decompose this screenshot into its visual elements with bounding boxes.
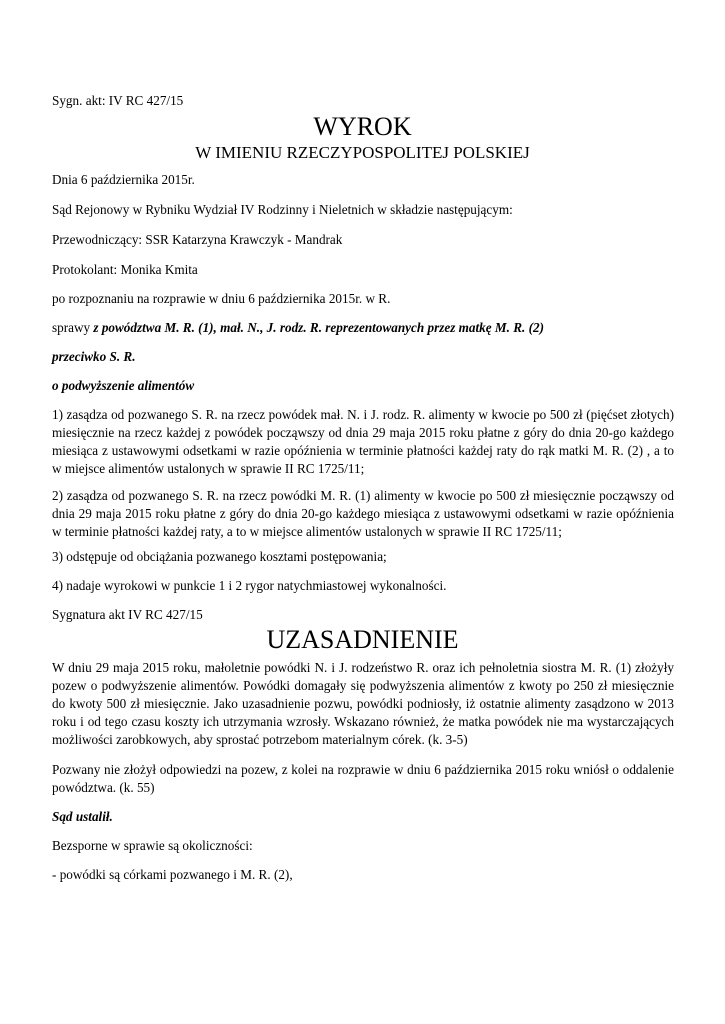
case-number: Sygn. akt: IV RC 427/15 [52, 93, 184, 108]
verdict-title: WYROK [313, 112, 412, 141]
justification-title: UZASADNIENIE [266, 625, 459, 654]
case-parties [52, 319, 674, 337]
case-plaintiffs: z powództwa M. R. (1), mał. N., J. rodz. R. reprezentowanych przez matkę M. R. (2) [93, 320, 544, 335]
case-defendant: przeciwko S. R. [52, 349, 136, 364]
undisputed-intro: Bezsporne w sprawie są okoliczności: [52, 838, 253, 853]
case-prefix: sprawy [52, 320, 94, 335]
hearing-info: po rozpoznaniu na rozprawie w dniu 6 października 2015r. w R. [52, 291, 391, 306]
justification-paragraph-1: W dniu 29 maja 2015 roku, małoletnie powódki N. i J. rodzeństwo R. oraz ich pełnoletnia siostra M. R. (1) złożyły pozew o podwyższenie alimentów. Powódki domagały się podwyższenia alimentów z kwoty po 250 zł miesięcznie do kwoty 500 zł miesięcznie. Jako uzasadnienie pozwu, powódki podniosły, iż ostatnie alimenty zasądzono w 2013 roku i od tego czasu koszty ich utrzymania wzrosły. Wskazano również, że matka powódek nie ma wystarczających możliwości zarobkowych, aby sprostać potrzebom materialnym córek. (k. 3-5) [52, 660, 674, 747]
verdict-date: Dnia 6 października 2015r. [52, 172, 195, 187]
court-composition: Sąd Rejonowy w Rybniku Wydział IV Rodzinny i Nieletnich w składzie następującym: [52, 202, 513, 217]
court-clerk: Protokolant: Monika Kmita [52, 262, 198, 277]
justification-signature: Sygnatura akt IV RC 427/15 [52, 607, 203, 622]
verdict-point-3: 3) odstępuje od obciążania pozwanego kosztami postępowania; [52, 549, 387, 564]
verdict-point-1: 1) zasądza od pozwanego S. R. na rzecz powódek mał. N. i J. rodz. R. alimenty w kwocie po 500 zł (pięćset złotych) miesięcznie na rzecz każdej z powódek począwszy od dnia 29 maja 2015 roku płatne z góry do dnia 20-go każdego miesiąca z ustawowymi odsetkami w razie opóźnienia w terminie płatności każdej raty do rąk matki M. R. (2) , a to w miejsce alimentów ustalonych w sprawie II RC 1725/11; [52, 407, 674, 476]
verdict-point-4: 4) nadaje wyrokowi w punkcie 1 i 2 rygor natychmiastowej wykonalności. [52, 578, 447, 593]
justification-paragraph-2: Pozwany nie złożył odpowiedzi na pozew, z kolei na rozprawie w dniu 6 października 2015 roku wniósł o oddalenie powództwa. (k. 55) [52, 762, 674, 795]
verdict-subtitle: W IMIENIU RZECZYPOSPOLITEJ POLSKIEJ [195, 143, 530, 162]
verdict-point-2: 2) zasądza od pozwanego S. R. na rzecz powódki M. R. (1) alimenty w kwocie po 500 zł miesięcznie począwszy od dnia 29 maja 2015 roku płatne z góry do dnia 20-go każdego miesiąca z ustawowymi odsetkami w razie opóźnienia w terminie płatności każdej raty, a to w miejsce alimentów ustalonych w sprawie II RC 1725/11; [52, 488, 674, 539]
undisputed-fact-1: - powódki są córkami pozwanego i M. R. (2), [52, 867, 293, 882]
court-established: Sąd ustalił. [52, 809, 113, 824]
presiding-judge: Przewodniczący: SSR Katarzyna Krawczyk - Mandrak [52, 232, 343, 247]
case-subject: o podwyższenie alimentów [52, 378, 195, 393]
